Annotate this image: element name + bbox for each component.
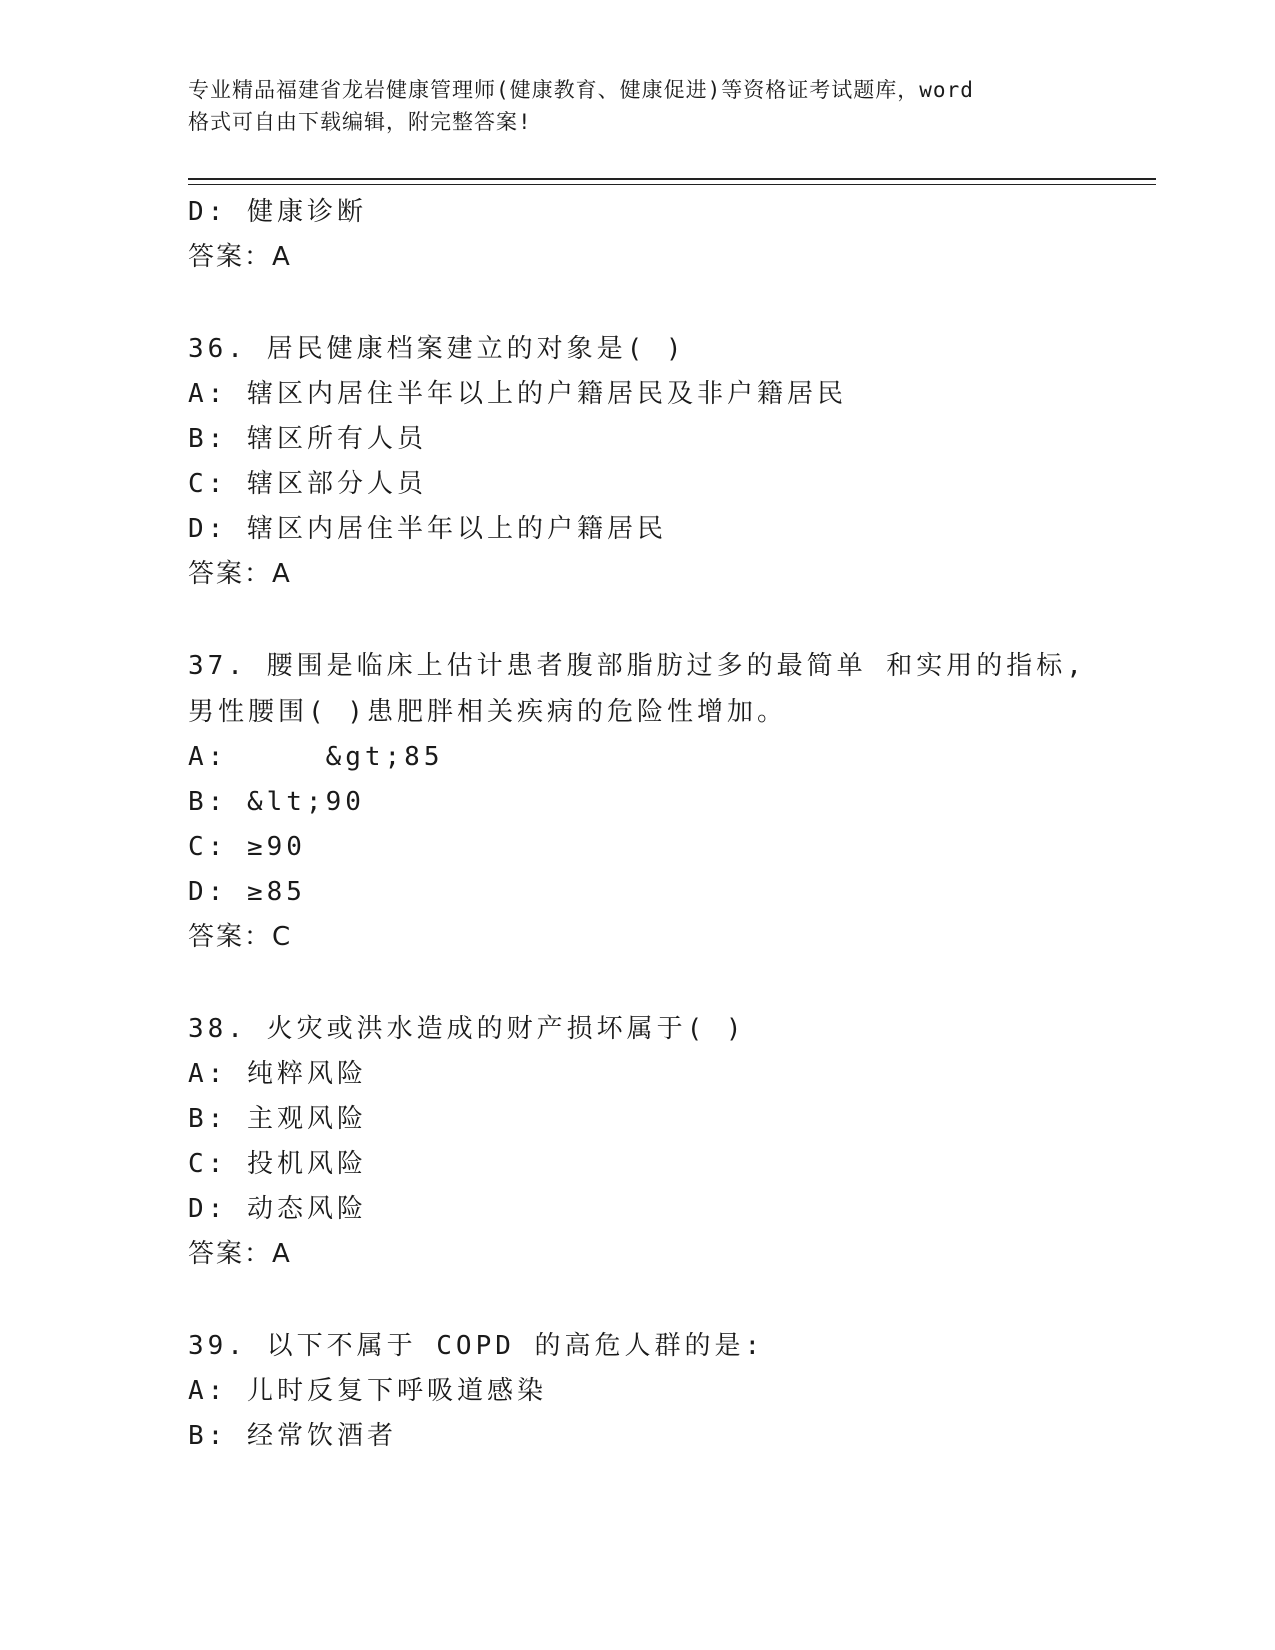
answer: 答案：A <box>188 559 292 589</box>
question-39 <box>188 1323 1088 1459</box>
option-a: A: 纯粹风险 <box>188 1059 367 1089</box>
option-d: D: 健康诊断 <box>188 197 367 227</box>
option-c: C: ≥90 <box>188 832 306 862</box>
question-38 <box>188 1006 1088 1277</box>
option-b: B: 辖区所有人员 <box>188 424 427 454</box>
header-line-2: 格式可自由下载编辑，附完整答案! <box>188 110 532 134</box>
question-text: 38. 火灾或洪水造成的财产损坏属于( ) <box>188 1014 746 1044</box>
question-text: 39. 以下不属于 COPD 的高危人群的是: <box>188 1331 765 1361</box>
option-b: B: 经常饮酒者 <box>188 1421 397 1451</box>
header-line-1: 专业精品福建省龙岩健康管理师(健康教育、健康促进)等资格证考试题库，word <box>188 78 974 102</box>
question-content <box>188 190 1088 1459</box>
option-c: C: 投机风险 <box>188 1149 367 1179</box>
header-rule-thin <box>188 184 1156 185</box>
question-text: 37. 腰围是临床上估计患者腹部脂肪过多的最简单 和实用的指标,男性腰围( )患肥胖相关疾病的危险性增加。 <box>188 651 1086 727</box>
option-c: C: 辖区部分人员 <box>188 469 427 499</box>
answer: 答案：C <box>188 922 293 952</box>
option-d: D: 动态风险 <box>188 1194 367 1224</box>
question-36 <box>188 326 1088 597</box>
header-rule-thick <box>188 178 1156 180</box>
option-d: D: ≥85 <box>188 877 306 907</box>
option-b: B: 主观风险 <box>188 1104 367 1134</box>
option-a: A: 辖区内居住半年以上的户籍居民及非户籍居民 <box>188 379 847 409</box>
answer: 答案：A <box>188 242 292 272</box>
option-a: A: &gt;85 <box>188 742 444 772</box>
answer: 答案：A <box>188 1239 292 1269</box>
page-header <box>188 74 1068 138</box>
option-b: B: &lt;90 <box>188 787 365 817</box>
option-d: D: 辖区内居住半年以上的户籍居民 <box>188 514 667 544</box>
prev-question-tail <box>188 190 1088 280</box>
option-a: A: 儿时反复下呼吸道感染 <box>188 1376 547 1406</box>
question-text: 36. 居民健康档案建立的对象是( ) <box>188 334 686 364</box>
question-37 <box>188 643 1088 960</box>
